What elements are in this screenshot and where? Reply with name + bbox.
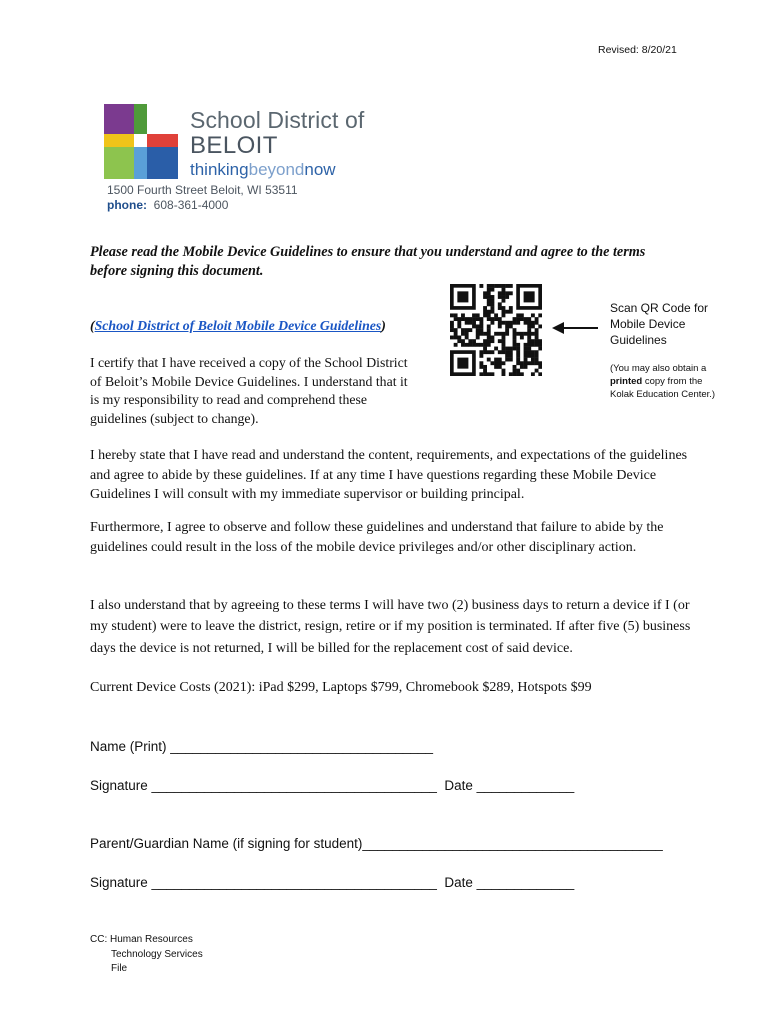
tagline [190, 160, 336, 180]
org-name-line2: BELOIT [190, 132, 278, 159]
qr-note-before: (You may also obtain a [610, 363, 707, 374]
certify-statement: I certify that I have received a copy of the School District of Beloit’s Mobile Device Guidelines. I understand that it is my responsibility to read and comprehend these guidelines (subject to change). [90, 355, 408, 426]
tagline-part1: thinking [190, 160, 249, 179]
guidelines-link[interactable]: School District of Beloit Mobile Device Guidelines [94, 318, 382, 333]
paragraph-return-terms: I also understand that by agreeing to these terms I will have two (2) business days to return a device if I (or my student) were to leave the district, resign, retire or if my position is terminated. If after five (5) business days the device is not returned, I will be billed for the replacement cost of said device. [90, 598, 691, 656]
device-costs: Current Device Costs (2021): iPad $299, Laptops $799, Chromebook $289, Hotspots $99 [90, 680, 592, 695]
phone-label: phone: [107, 198, 147, 212]
name-print-field[interactable]: Name (Print) ___________________________________ [90, 739, 434, 754]
cc-line: Technology Services [111, 948, 203, 960]
guidelines-link-line [90, 318, 386, 334]
guardian-signature-date-field[interactable]: Signature ______________________________________ Date _____________ [90, 875, 575, 890]
paragraph-compliance: Furthermore, I agree to observe and follow these guidelines and understand that failure to abide by the guidelines could result in the loss of the mobile device privileges and/or other disciplinary action. [90, 520, 664, 555]
tagline-part3: now [304, 160, 336, 179]
district-phone [107, 198, 228, 212]
cc-line: File [111, 963, 128, 974]
district-address: 1500 Fourth Street Beloit, WI 53511 [107, 183, 298, 197]
district-logo-icon [104, 104, 178, 179]
tagline-part2: beyond [248, 160, 305, 179]
qr-note [610, 362, 720, 401]
intro-instructions: Please read the Mobile Device Guidelines to ensure that you understand and agree to the terms before signing this document. [90, 244, 646, 279]
paragraph-acknowledgement: I hereby state that I have read and understand the content, requirements, and expectations of the guidelines and agree to abide by these guidelines. If at any time I have questions regarding these Mobile Device Guidelines I will consult with my immediate supervisor or building principal. [90, 448, 688, 502]
link-close-paren: ) [381, 318, 386, 333]
qr-code-icon[interactable] [450, 284, 542, 376]
parent-guardian-name-field[interactable]: Parent/Guardian Name (if signing for student)________________________________________ [90, 836, 663, 851]
signature-date-field[interactable]: Signature ______________________________________ Date _____________ [90, 778, 575, 793]
left-arrow-icon [552, 320, 598, 336]
cc-line: CC: Human Resources [90, 934, 193, 945]
qr-caption: Scan QR Code for Mobile Device Guidelines [610, 301, 709, 347]
revised-date: Revised: 8/20/21 [598, 44, 677, 56]
phone-number: 608-361-4000 [153, 198, 229, 212]
qr-note-bold: printed [610, 376, 643, 387]
cc-list [90, 933, 203, 977]
org-name-line1: School District of [190, 107, 365, 133]
link-open-paren: ( [90, 318, 95, 333]
qr-note-after: copy from the Kolak Education Center.) [610, 376, 716, 400]
